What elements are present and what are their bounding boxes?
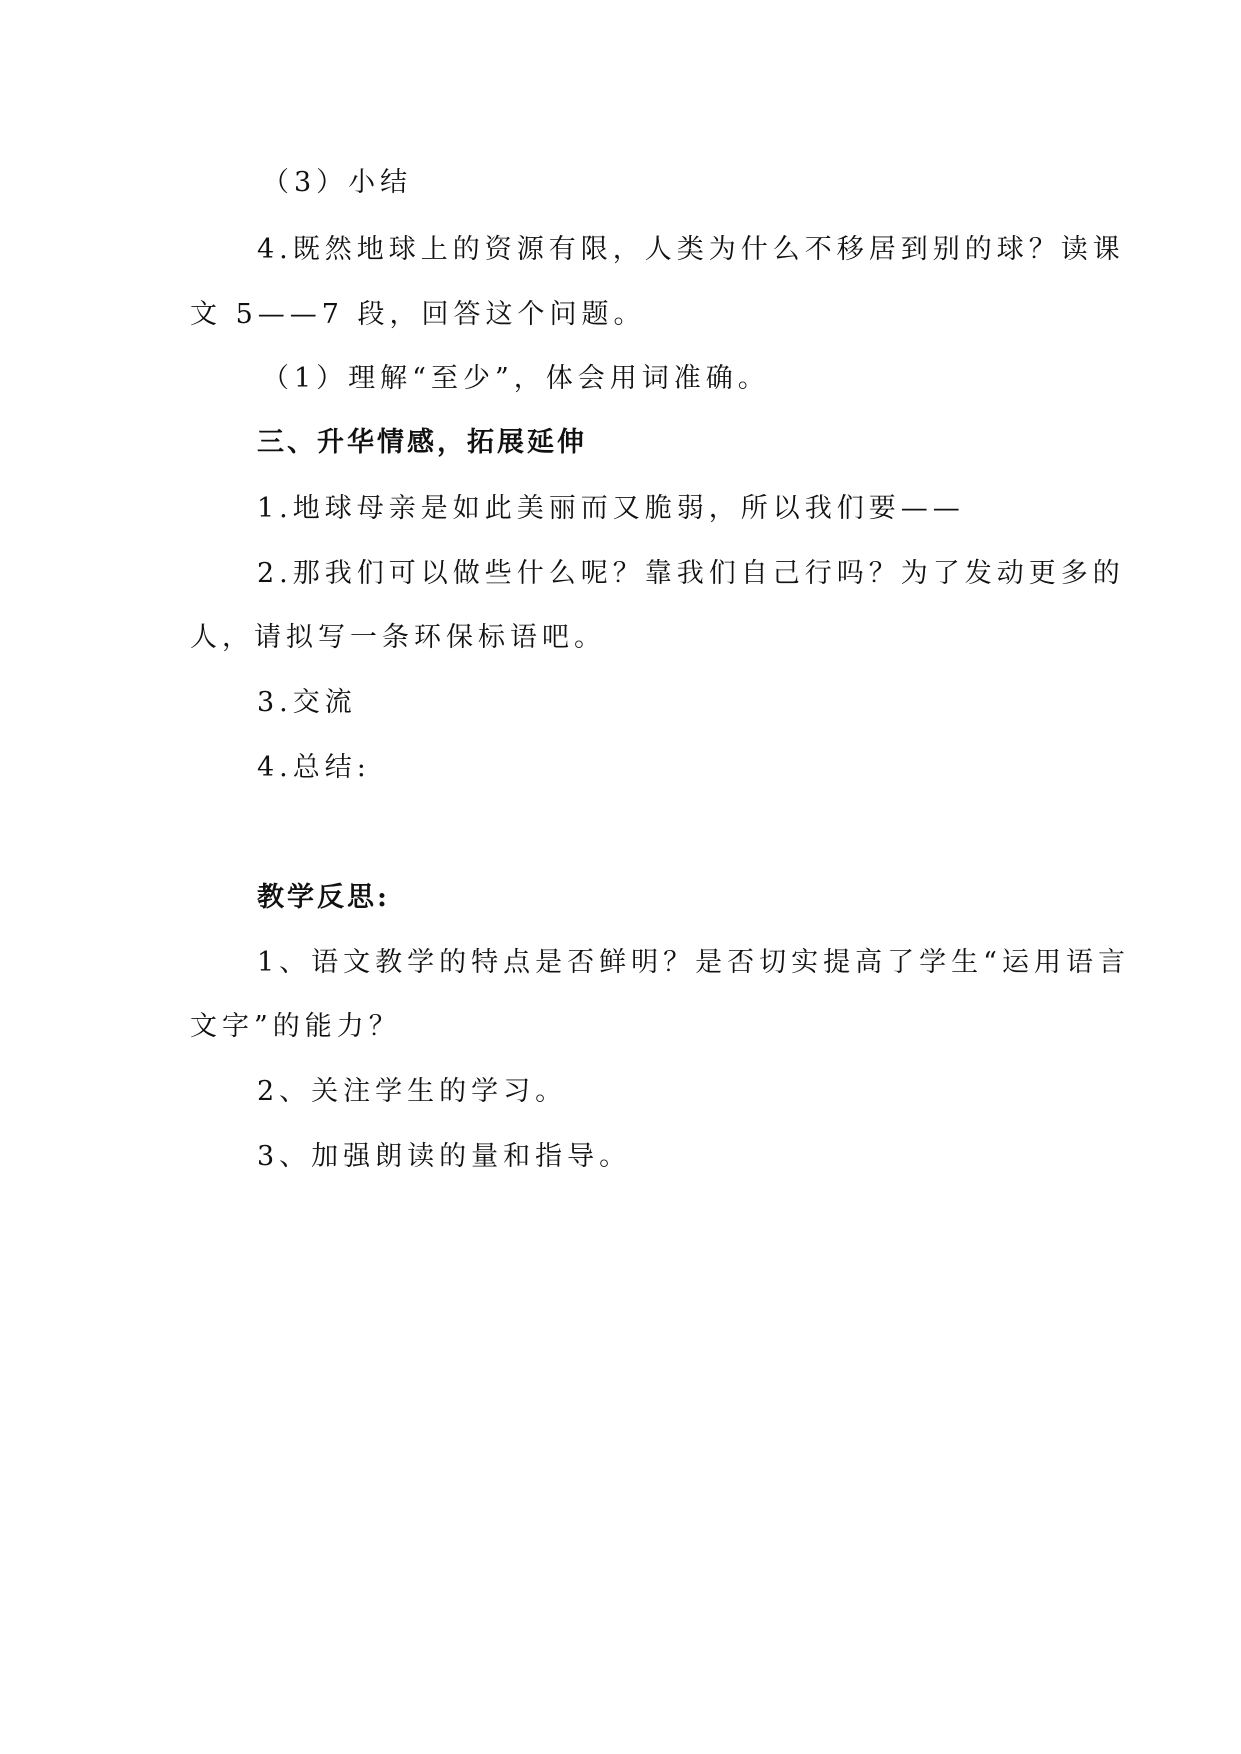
paragraph-line: 4.既然地球上的资源有限，人类为什么不移居到别的球？读课 — [257, 234, 1125, 265]
paragraph-line: 4.总结: — [257, 752, 371, 783]
paragraph-line: 2、关注学生的学习。 — [257, 1076, 568, 1107]
paragraph-line: 人，请拟写一条环保标语吧。 — [190, 622, 606, 653]
paragraph-line: （1）理解“至少”，体会用词准确。 — [262, 363, 770, 394]
paragraph-line: 1、语文教学的特点是否鲜明？是否切实提高了学生“运用语言 — [257, 947, 1130, 978]
paragraph-line: 3.交流 — [257, 687, 357, 718]
section-heading: 三、升华情感，拓展延伸 — [257, 427, 587, 458]
paragraph-line: 2.那我们可以做些什么呢？靠我们自己行吗？为了发动更多的 — [257, 558, 1125, 589]
paragraph-line: 1.地球母亲是如此美丽而又脆弱，所以我们要—— — [257, 493, 965, 524]
subheading-summary: （3）小结 — [262, 167, 413, 198]
reflection-heading: 教学反思: — [257, 882, 390, 913]
paragraph-line: 文字”的能力？ — [190, 1011, 401, 1042]
paragraph-line: 文 5——7 段，回答这个问题。 — [190, 299, 646, 330]
paragraph-line: 3、加强朗读的量和指导。 — [257, 1141, 632, 1172]
